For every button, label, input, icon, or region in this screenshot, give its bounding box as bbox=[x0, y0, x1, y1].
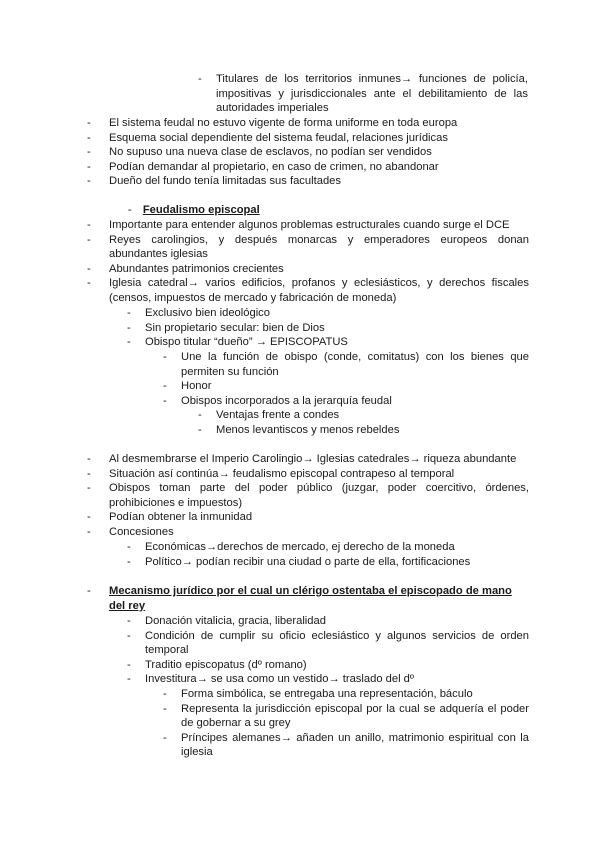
list-item: - Esquema social dependiente del sistema feudal, relaciones jurídicas bbox=[87, 131, 448, 144]
list-item: - Dueño del fundo tenía limitadas sus facultades bbox=[87, 175, 341, 188]
section-heading: - Feudalismo episcopal bbox=[128, 204, 260, 216]
list-item: - Une la función de obispo (conde, comitatus) con los bienes que permiten su función bbox=[163, 351, 529, 378]
list-item: - Menos levantiscos y menos rebeldes bbox=[198, 423, 400, 436]
list-hierarchy-sub bbox=[198, 408, 528, 437]
list-episcopal bbox=[87, 218, 529, 306]
list-item: - Político→ podían recibir una ciudad o parte de ella, fortificaciones bbox=[127, 555, 471, 568]
list-item: - Titulares de los territorios inmunes→ funciones de policía, impositivas y jurisdiccionales ante el debilitamiento de las autoridades imperiales bbox=[198, 73, 528, 115]
list-episcopatus-sub bbox=[163, 350, 529, 408]
list-item: - Podían obtener la inmunidad bbox=[87, 511, 253, 524]
list-item: - Al desmembrarse el Imperio Carolingio→ Iglesias catedrales→ riqueza abundante bbox=[87, 453, 517, 465]
list-item: - Económicas→derechos de mercado, ej derecho de la moneda bbox=[127, 541, 455, 553]
list-continuation bbox=[198, 72, 528, 116]
list-mechanism bbox=[127, 614, 529, 687]
list-investiture-sub bbox=[163, 687, 529, 760]
list-item: - No supuso una nueva clase de esclavos, no podían ser vendidos bbox=[87, 146, 432, 159]
list-item: - Importante para entender algunos problemas estructurales cuando surge el DCE bbox=[87, 219, 510, 231]
list-item: - El sistema feudal no estuvo vigente de forma uniforme en toda europa bbox=[87, 117, 458, 129]
list-item: - Exclusivo bien ideológico bbox=[127, 307, 271, 319]
list-feudal-system bbox=[87, 116, 529, 189]
list-item: - Mecanismo jurídico por el cual un clérigo ostentaba el episcopado de mano del rey bbox=[87, 585, 512, 612]
list-item: - Traditio episcopatus (dº romano) bbox=[127, 658, 307, 671]
list-item: - Concesiones bbox=[87, 525, 174, 538]
list-item: - Investitura→ se usa como un vestido→ traslado del dº bbox=[127, 673, 414, 686]
list-item: - Iglesia catedral→ varios edificios, profanos y eclesiásticos, y derechos fiscales (censos, impuestos de mercado y fabricación de moneda) bbox=[87, 277, 529, 304]
list-item: - Podían demandar al propietario, en caso de crimen, no abandonar bbox=[87, 160, 439, 173]
list-item: - Forma simbólica, se entregaba una representación, báculo bbox=[163, 688, 473, 700]
list-concessions-sub bbox=[127, 540, 529, 569]
list-item: - Donación vitalicia, gracia, liberalidad bbox=[127, 615, 326, 627]
list-item: - Situación así continúa→ feudalismo episcopal contrapeso al temporal bbox=[87, 467, 455, 480]
list-episcopal-sub bbox=[127, 306, 529, 350]
list-item: - Ventajas frente a condes bbox=[198, 409, 340, 421]
list-item: - Sin propietario secular: bien de Dios bbox=[127, 321, 325, 334]
list-item: - Reyes carolingios, y después monarcas y emperadores europeos donan abundantes iglesias bbox=[87, 233, 529, 261]
list-item: - Condición de cumplir su oficio eclesiástico y algunos servicios de orden temporal bbox=[127, 629, 529, 657]
list-item: - Obispos incorporados a la jerarquía feudal bbox=[163, 394, 392, 407]
section-heading-2 bbox=[87, 584, 529, 613]
list-item: - Abundantes patrimonios crecientes bbox=[87, 262, 284, 275]
list-item: - Representa la jurisdicción episcopal por la cual se adquería el poder de gobernar a su grey bbox=[163, 702, 529, 730]
list-item: - Obispos toman parte del poder público (juzgar, poder coercitivo, órdenes, prohibiciones e impuestos) bbox=[87, 482, 529, 509]
list-carolingian bbox=[87, 452, 529, 540]
list-item: - Honor bbox=[163, 380, 212, 393]
list-item: - Obispo titular “dueño” → EPISCOPATUS bbox=[127, 336, 348, 349]
list-item: - Príncipes alemanes→ añaden un anillo, matrimonio espiritual con la iglesia bbox=[163, 731, 529, 759]
